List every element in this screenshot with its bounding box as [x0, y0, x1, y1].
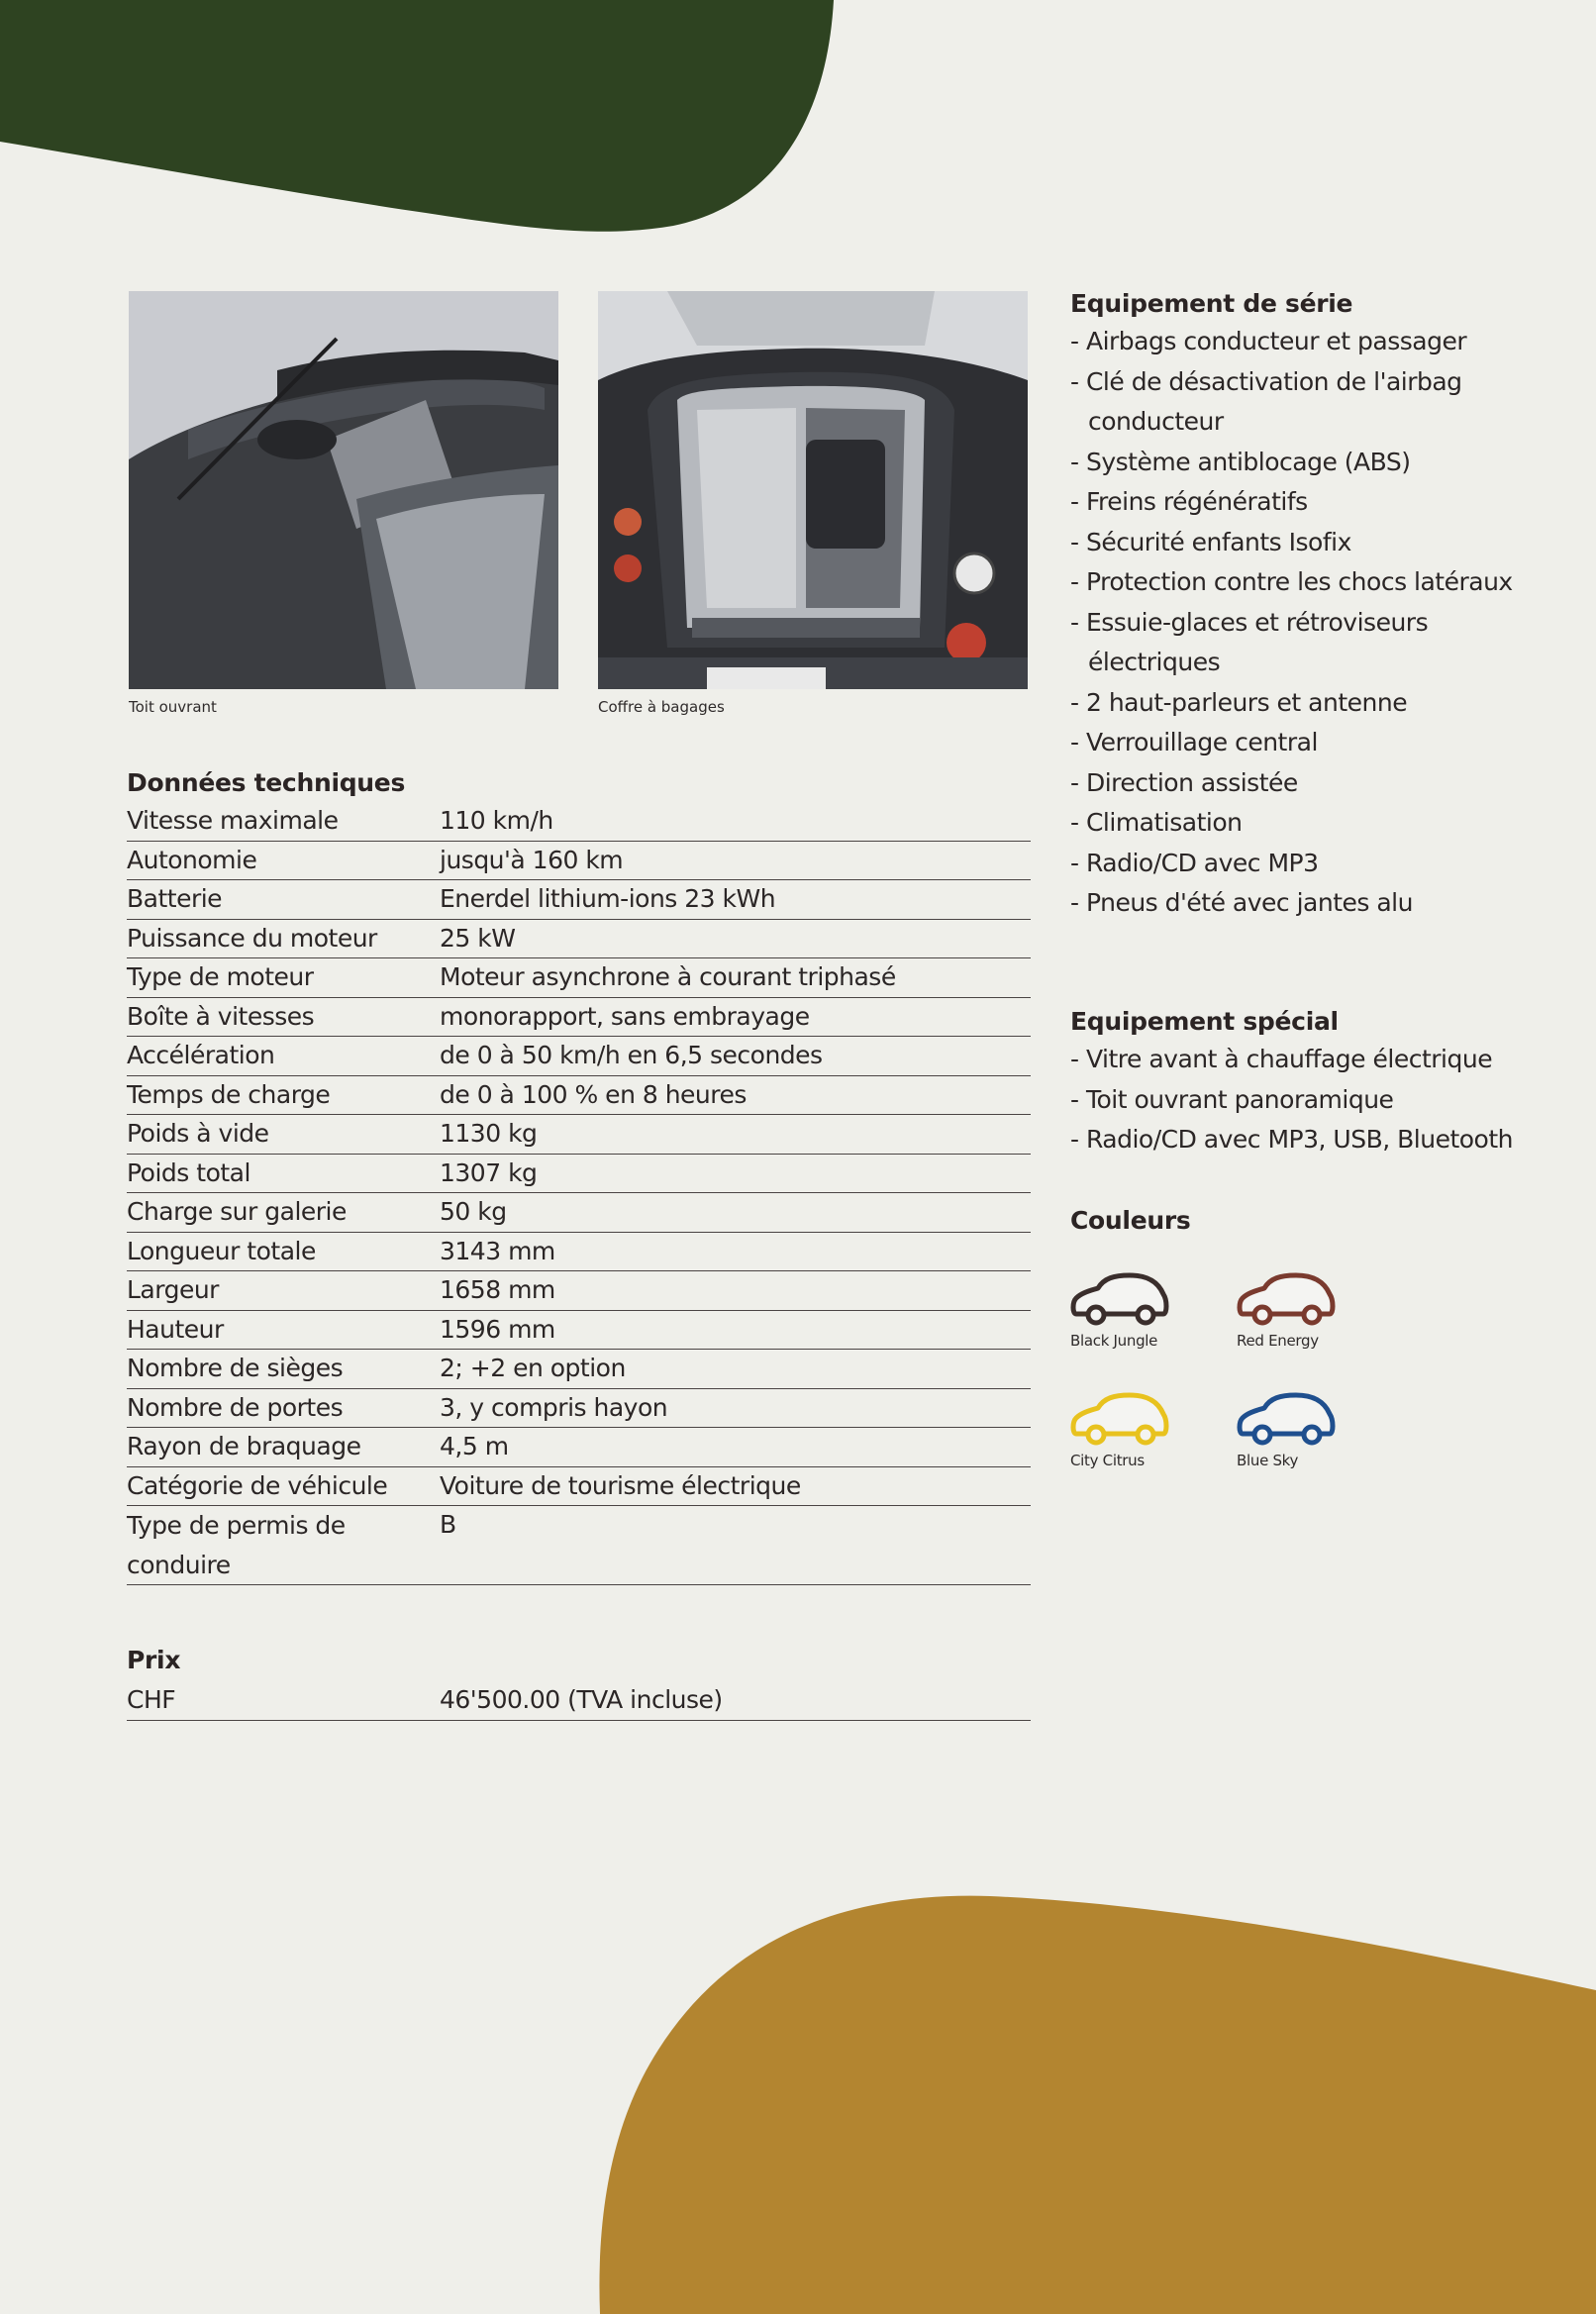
- spec-row: [127, 1350, 1031, 1389]
- spec-value: 3143 mm: [440, 1236, 555, 1265]
- spec-value: Moteur asynchrone à courant triphasé: [440, 962, 896, 991]
- spec-label: Nombre de sièges: [127, 1354, 344, 1382]
- spec-value: 2; +2 en option: [440, 1354, 626, 1382]
- spec-label: Puissance du moteur: [127, 923, 377, 953]
- spec-label: Temps de charge: [127, 1079, 331, 1109]
- standard-equipment-item: - Essuie-glaces et rétroviseurs électriques: [1070, 603, 1553, 683]
- spec-value: 1658 mm: [440, 1275, 555, 1304]
- spec-value: 1130 kg: [440, 1119, 538, 1148]
- spec-value: 1596 mm: [440, 1314, 555, 1344]
- special-equipment-item: - Toit ouvrant panoramique: [1070, 1080, 1553, 1121]
- spec-label: Hauteur: [127, 1314, 224, 1344]
- spec-value: 25 kW: [440, 923, 516, 953]
- color-swatch: [1070, 1392, 1171, 1469]
- spec-label: Catégorie de véhicule: [127, 1470, 388, 1500]
- spec-value: de 0 à 100 % en 8 heures: [440, 1079, 747, 1109]
- spec-label: Autonomie: [127, 845, 257, 874]
- spec-row: [127, 1428, 1031, 1467]
- colors-title: Couleurs: [1070, 1206, 1191, 1235]
- price-row: [127, 1681, 1031, 1721]
- spec-label: Rayon de braquage: [127, 1432, 361, 1460]
- car-icon: [1070, 1392, 1171, 1446]
- spec-row: [127, 802, 1031, 842]
- spec-label: Type de permis de conduire: [127, 1511, 346, 1579]
- special-equipment-item: - Vitre avant à chauffage électrique: [1070, 1040, 1553, 1080]
- spec-label: Accélération: [127, 1041, 275, 1069]
- spec-row: [127, 1506, 1031, 1585]
- spec-row: [127, 1311, 1031, 1351]
- spec-label: Nombre de portes: [127, 1392, 344, 1422]
- spec-row: [127, 998, 1031, 1038]
- spec-row: [127, 1467, 1031, 1507]
- standard-equipment-list: [1070, 322, 1553, 924]
- spec-row: [127, 1037, 1031, 1076]
- color-name: City Citrus: [1070, 1452, 1145, 1469]
- spec-row: [127, 1193, 1031, 1233]
- standard-equipment-item: - Sécurité enfants Isofix: [1070, 523, 1553, 563]
- color-name: Black Jungle: [1070, 1332, 1158, 1350]
- spec-value: monorapport, sans embrayage: [440, 1001, 810, 1031]
- standard-equipment-item: - Freins régénératifs: [1070, 482, 1553, 523]
- price-title: Prix: [127, 1646, 181, 1674]
- spec-value: 110 km/h: [440, 806, 553, 835]
- spec-value: B: [440, 1510, 456, 1539]
- standard-equipment-item: - Pneus d'été avec jantes alu: [1070, 883, 1553, 924]
- spec-label: Boîte à vitesses: [127, 1001, 315, 1031]
- standard-equipment-item: - Protection contre les chocs latéraux: [1070, 562, 1553, 603]
- spec-value: 4,5 m: [440, 1432, 509, 1460]
- standard-equipment-item: - Climatisation: [1070, 803, 1553, 844]
- spec-row: [127, 1076, 1031, 1116]
- spec-row: [127, 842, 1031, 881]
- color-swatch: [1237, 1272, 1338, 1350]
- spec-value: jusqu'à 160 km: [440, 845, 624, 874]
- price-table: [127, 1681, 1031, 1721]
- car-icon: [1237, 1272, 1338, 1326]
- tech-title: Données techniques: [127, 768, 406, 797]
- spec-value: 1307 kg: [440, 1157, 538, 1187]
- spec-table: [127, 802, 1031, 1585]
- standard-equipment-item: - Airbags conducteur et passager: [1070, 322, 1553, 362]
- special-equipment-title: Equipement spécial: [1070, 1007, 1339, 1036]
- spec-row: [127, 1271, 1031, 1311]
- price-currency: CHF: [127, 1685, 176, 1714]
- color-swatch: [1237, 1392, 1338, 1469]
- spec-label: Largeur: [127, 1275, 219, 1304]
- spec-label: Longueur totale: [127, 1236, 316, 1265]
- standard-equipment-title: Equipement de série: [1070, 289, 1353, 318]
- spec-row: [127, 1155, 1031, 1194]
- spec-value: Voiture de tourisme électrique: [440, 1470, 801, 1500]
- spec-label: Batterie: [127, 884, 223, 913]
- price-value: 46'500.00 (TVA incluse): [440, 1685, 723, 1714]
- car-icon: [1237, 1392, 1338, 1446]
- standard-equipment-item: - Direction assistée: [1070, 763, 1553, 804]
- color-name: Blue Sky: [1237, 1452, 1299, 1469]
- special-equipment-list: [1070, 1040, 1553, 1160]
- spec-label: Poids à vide: [127, 1119, 269, 1148]
- standard-equipment-item: - Radio/CD avec MP3: [1070, 844, 1553, 884]
- color-swatch: [1070, 1272, 1171, 1350]
- spec-row: [127, 1389, 1031, 1429]
- spec-row: [127, 958, 1031, 998]
- caption-trunk: Coffre à bagages: [598, 698, 725, 716]
- spec-row: [127, 880, 1031, 920]
- spec-row: [127, 920, 1031, 959]
- spec-label: Charge sur galerie: [127, 1197, 347, 1226]
- spec-value: 3, y compris hayon: [440, 1392, 668, 1422]
- spec-value: de 0 à 50 km/h en 6,5 secondes: [440, 1041, 823, 1069]
- spec-label: Poids total: [127, 1157, 250, 1187]
- photo-trunk: [598, 291, 1028, 689]
- caption-sunroof: Toit ouvrant: [129, 698, 217, 716]
- color-name: Red Energy: [1237, 1332, 1319, 1350]
- standard-equipment-item: - Clé de désactivation de l'airbag conducteur: [1070, 362, 1553, 443]
- photo-sunroof: [129, 291, 558, 689]
- spec-label: Type de moteur: [127, 962, 314, 991]
- spec-value: Enerdel lithium-ions 23 kWh: [440, 884, 776, 913]
- car-icon: [1070, 1272, 1171, 1326]
- spec-row: [127, 1115, 1031, 1155]
- standard-equipment-item: - Système antiblocage (ABS): [1070, 443, 1553, 483]
- spec-label: Vitesse maximale: [127, 806, 339, 835]
- spec-row: [127, 1233, 1031, 1272]
- special-equipment-item: - Radio/CD avec MP3, USB, Bluetooth: [1070, 1120, 1553, 1160]
- standard-equipment-item: - 2 haut-parleurs et antenne: [1070, 683, 1553, 724]
- spec-value: 50 kg: [440, 1197, 507, 1226]
- standard-equipment-item: - Verrouillage central: [1070, 723, 1553, 763]
